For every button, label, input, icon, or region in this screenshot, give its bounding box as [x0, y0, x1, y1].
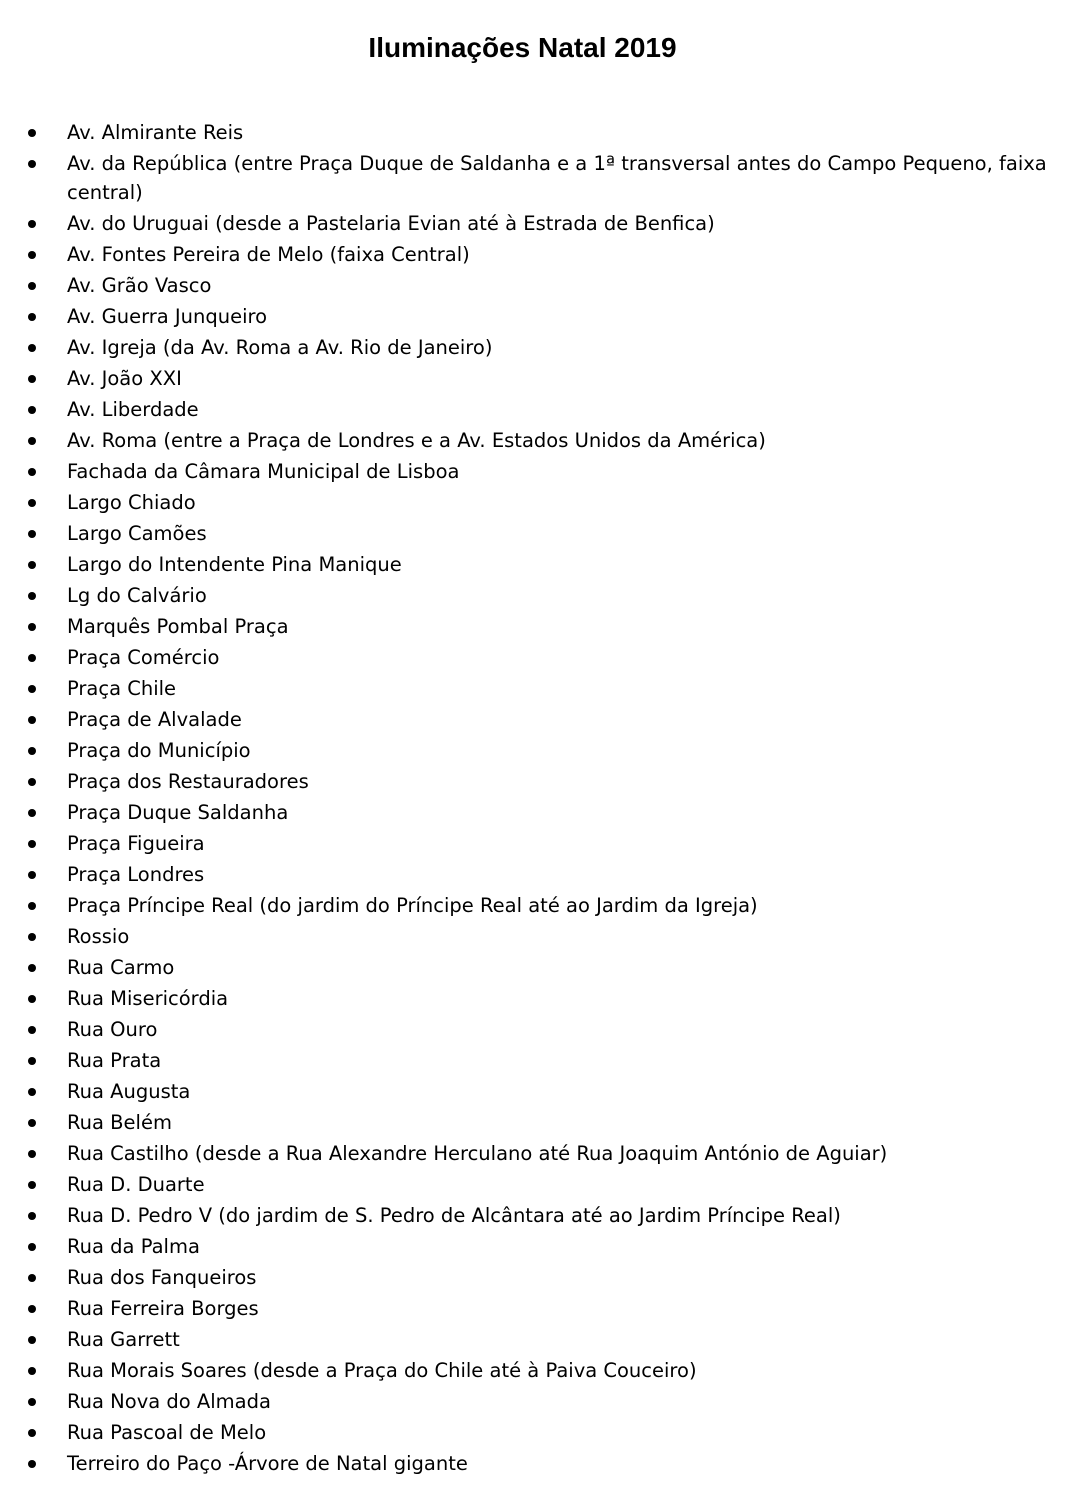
list-item [0, 1077, 1068, 1106]
list-item [0, 767, 1068, 796]
list-item-text: Av. do Uruguai (desde a Pastelaria Evian até à Estrada de Benfica) [67, 212, 715, 235]
bullet-icon [28, 871, 36, 879]
bullet-icon [28, 1057, 36, 1065]
list-item-text: Rua D. Pedro V (do jardim de S. Pedro de Alcântara até ao Jardim Príncipe Real) [67, 1204, 841, 1227]
bullet-icon [28, 437, 36, 445]
list-item [0, 209, 1068, 238]
bullet-icon [28, 220, 36, 228]
list-item [0, 1015, 1068, 1044]
bullet-icon [28, 313, 36, 321]
list-item-text: Rua D. Duarte [67, 1173, 205, 1196]
bullet-icon [28, 160, 36, 168]
list-item-text: Praça do Município [67, 739, 251, 762]
list-item [0, 1263, 1068, 1292]
list-item-text: Rua Carmo [67, 956, 175, 979]
bullet-icon [28, 1243, 36, 1251]
list-item [0, 1232, 1068, 1261]
list-item [0, 364, 1068, 393]
list-item-text: Rua Ouro [67, 1018, 158, 1041]
bullet-icon [28, 1026, 36, 1034]
list-item [0, 984, 1068, 1013]
bullet-icon [28, 1367, 36, 1375]
bullet-icon [28, 468, 36, 476]
bullet-icon [28, 747, 36, 755]
list-item [0, 1201, 1068, 1230]
bullet-icon [28, 1181, 36, 1189]
list-item [0, 860, 1068, 889]
list-item [0, 705, 1068, 734]
bullet-icon [28, 499, 36, 507]
list-item-text: Praça de Alvalade [67, 708, 242, 731]
list-item-text: Av. Guerra Junqueiro [67, 305, 268, 328]
list-item-text: Av. Igreja (da Av. Roma a Av. Rio de Janeiro) [67, 336, 493, 359]
list-item [0, 488, 1068, 517]
bullet-icon [28, 406, 36, 414]
list-item-text: Rua Morais Soares (desde a Praça do Chile até à Paiva Couceiro) [67, 1359, 697, 1382]
list-item [0, 798, 1068, 827]
list-item [0, 149, 1068, 207]
bullet-icon [28, 654, 36, 662]
list-item [0, 829, 1068, 858]
list-item [0, 302, 1068, 331]
list-item-text: Av. Fontes Pereira de Melo (faixa Central) [67, 243, 470, 266]
list-item-text: Praça Chile [67, 677, 177, 700]
list-item-text: Rossio [67, 925, 130, 948]
list-item [0, 922, 1068, 951]
list-item-text: Av. da República (entre Praça Duque de Saldanha e a 1ª transversal antes do Campo Pequeno, faixa central) [67, 152, 1047, 204]
list-item [0, 953, 1068, 982]
list-item-text: Largo Camões [67, 522, 207, 545]
bullet-icon [28, 1088, 36, 1096]
bullet-icon [28, 623, 36, 631]
list-item [0, 1170, 1068, 1199]
list-item [0, 271, 1068, 300]
list-item-text: Rua da Palma [67, 1235, 200, 1258]
list-item-text: Av. Liberdade [67, 398, 199, 421]
bullet-icon [28, 964, 36, 972]
bullet-icon [28, 1398, 36, 1406]
street-list [0, 118, 1068, 1480]
bullet-icon [28, 933, 36, 941]
list-item-text: Av. João XXI [67, 367, 182, 390]
list-item [0, 1294, 1068, 1323]
list-item [0, 457, 1068, 486]
list-item [0, 612, 1068, 641]
list-item [0, 891, 1068, 920]
list-item-text: Lg do Calvário [67, 584, 207, 607]
bullet-icon [28, 561, 36, 569]
list-item [0, 643, 1068, 672]
bullet-icon [28, 1336, 36, 1344]
list-item-text: Terreiro do Paço -Árvore de Natal gigante [67, 1452, 468, 1475]
list-item-text: Rua Prata [67, 1049, 162, 1072]
list-item [0, 118, 1068, 147]
bullet-icon [28, 840, 36, 848]
bullet-icon [28, 592, 36, 600]
bullet-icon [28, 716, 36, 724]
list-item-text: Rua Nova do Almada [67, 1390, 271, 1413]
list-item [0, 1139, 1068, 1168]
bullet-icon [28, 1274, 36, 1282]
list-item [0, 581, 1068, 610]
list-item [0, 1325, 1068, 1354]
list-item [0, 333, 1068, 362]
list-item-text: Praça Comércio [67, 646, 220, 669]
list-item [0, 1046, 1068, 1075]
list-item-text: Praça Londres [67, 863, 205, 886]
list-item-text: Rua Garrett [67, 1328, 180, 1351]
list-item [0, 736, 1068, 765]
bullet-icon [28, 809, 36, 817]
bullet-icon [28, 1150, 36, 1158]
bullet-icon [28, 129, 36, 137]
page-title: Iluminações Natal 2019 [368, 32, 677, 63]
list-item-text: Av. Grão Vasco [67, 274, 212, 297]
list-item [0, 1108, 1068, 1137]
list-item [0, 395, 1068, 424]
bullet-icon [28, 251, 36, 259]
list-item [0, 1387, 1068, 1416]
bullet-icon [28, 902, 36, 910]
bullet-icon [28, 1460, 36, 1468]
list-item [0, 240, 1068, 269]
list-item [0, 1356, 1068, 1385]
list-item-text: Largo Chiado [67, 491, 196, 514]
list-item-text: Av. Almirante Reis [67, 121, 244, 144]
bullet-icon [28, 344, 36, 352]
list-item-text: Praça dos Restauradores [67, 770, 309, 793]
bullet-icon [28, 1212, 36, 1220]
list-item-text: Rua Belém [67, 1111, 172, 1134]
list-item-text: Fachada da Câmara Municipal de Lisboa [67, 460, 460, 483]
list-item-text: Largo do Intendente Pina Manique [67, 553, 402, 576]
bullet-icon [28, 282, 36, 290]
list-item [0, 1418, 1068, 1447]
bullet-icon [28, 995, 36, 1003]
bullet-icon [28, 375, 36, 383]
list-item [0, 519, 1068, 548]
list-item [0, 674, 1068, 703]
list-item-text: Praça Duque Saldanha [67, 801, 289, 824]
bullet-icon [28, 530, 36, 538]
list-item-text: Rua Ferreira Borges [67, 1297, 259, 1320]
list-item-text: Praça Figueira [67, 832, 205, 855]
list-item-text: Rua dos Fanqueiros [67, 1266, 257, 1289]
list-item [0, 426, 1068, 455]
list-item [0, 1449, 1068, 1478]
list-item-text: Rua Misericórdia [67, 987, 229, 1010]
list-item-text: Rua Castilho (desde a Rua Alexandre Herculano até Rua Joaquim António de Aguiar) [67, 1142, 888, 1165]
bullet-icon [28, 685, 36, 693]
bullet-icon [28, 1305, 36, 1313]
bullet-icon [28, 778, 36, 786]
list-item-text: Av. Roma (entre a Praça de Londres e a Av. Estados Unidos da América) [67, 429, 766, 452]
list-item-text: Praça Príncipe Real (do jardim do Príncipe Real até ao Jardim da Igreja) [67, 894, 758, 917]
list-item [0, 550, 1068, 579]
list-item-text: Rua Pascoal de Melo [67, 1421, 267, 1444]
list-item-text: Marquês Pombal Praça [67, 615, 289, 638]
list-item-text: Rua Augusta [67, 1080, 191, 1103]
bullet-icon [28, 1429, 36, 1437]
bullet-icon [28, 1119, 36, 1127]
